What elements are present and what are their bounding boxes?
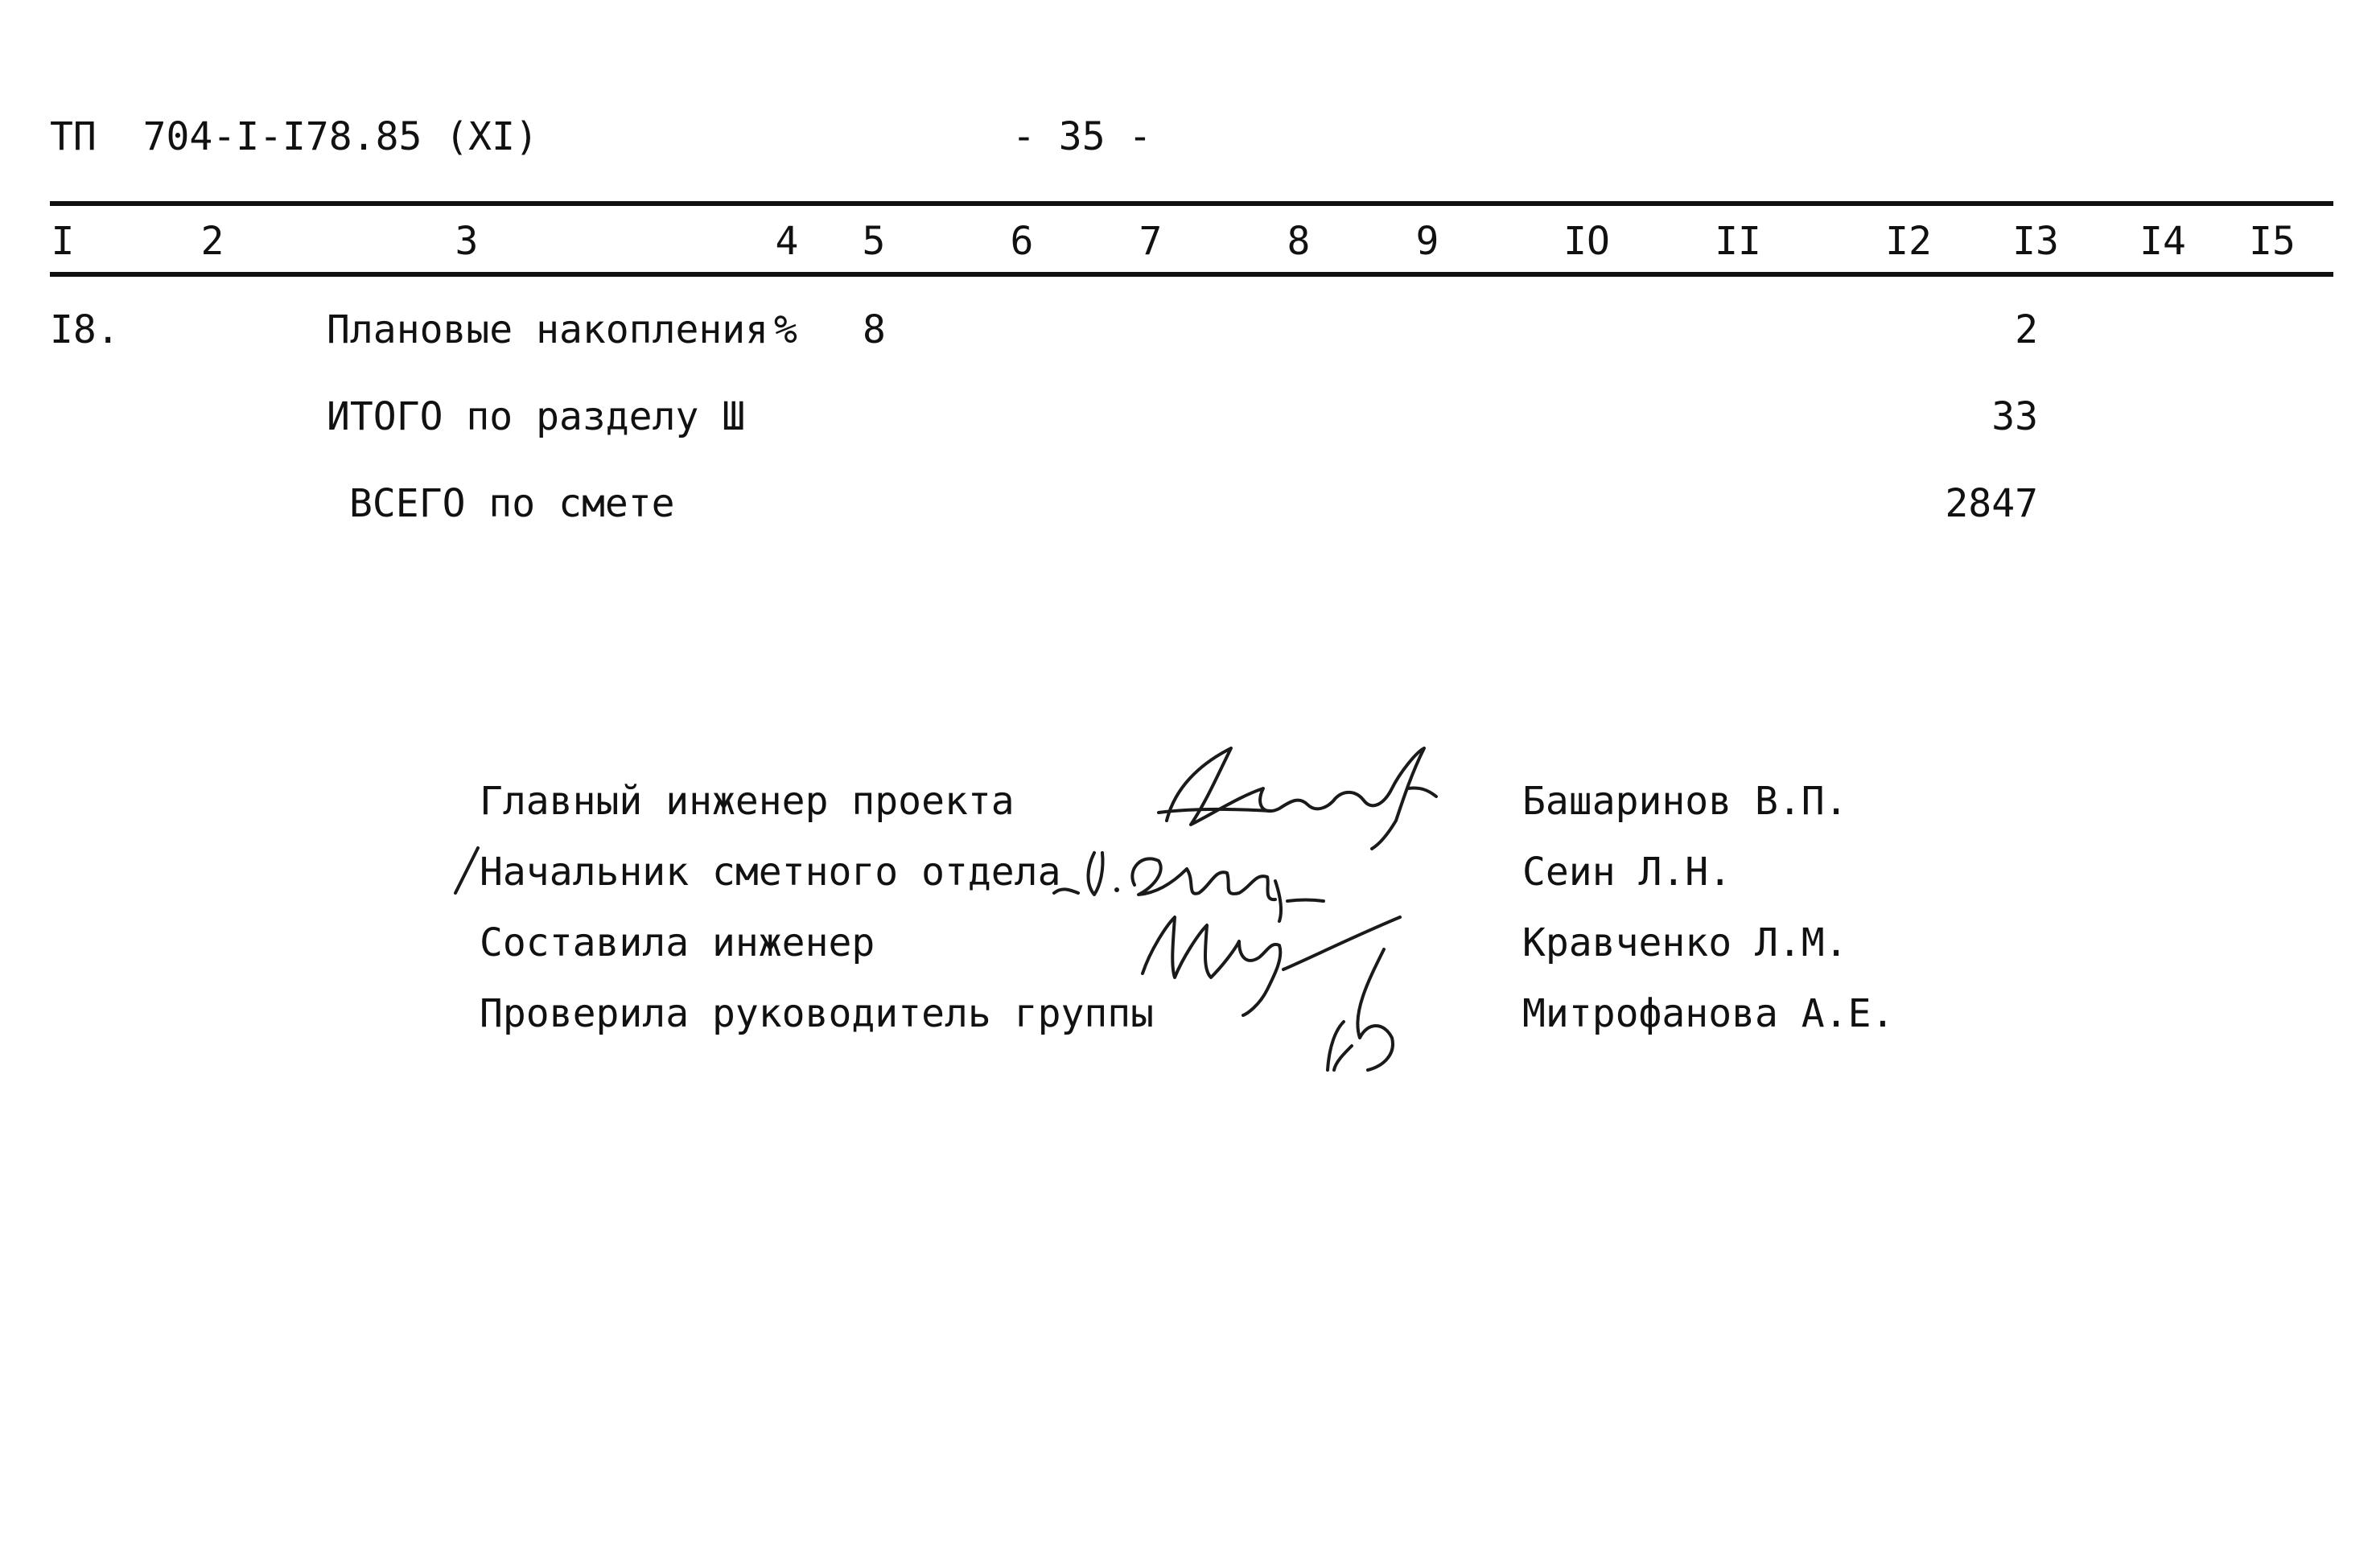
column-number: 2 — [200, 219, 224, 264]
row-name: Плановые накопления — [327, 307, 769, 352]
column-number: II — [1715, 219, 1761, 264]
signatory-name: Башаринов В.П. — [1522, 779, 1848, 824]
table-header-bottom-rule — [50, 272, 2333, 277]
row-unit: % — [774, 307, 797, 352]
signatory-name: Митрофанова А.Е. — [1522, 991, 1895, 1036]
page-number: - 35 - — [1012, 114, 1152, 159]
document-code: ТП 704-I-I78.85 (XI) — [50, 114, 538, 159]
column-number: I5 — [2249, 219, 2296, 264]
row-number: I8. — [50, 307, 120, 352]
column-number: 7 — [1139, 219, 1163, 264]
row-rate: 8 — [863, 307, 886, 352]
column-number: 5 — [862, 219, 886, 264]
column-number: IO — [1563, 219, 1610, 264]
grand-total-label: ВСЕГО по смете — [349, 481, 675, 526]
column-number: 3 — [455, 219, 479, 264]
signatory-name: Сеин Л.Н. — [1522, 850, 1732, 895]
table-top-rule — [50, 201, 2333, 206]
column-number: I2 — [1885, 219, 1932, 264]
hand-mark — [451, 843, 483, 899]
total-label: ИТОГО по разделу Ш — [327, 394, 746, 439]
signature-group-leader — [1312, 941, 1424, 1078]
column-number: I4 — [2139, 219, 2186, 264]
signature-chief-engineer — [1143, 740, 1448, 853]
column-number: 6 — [1010, 219, 1034, 264]
row-amount: 2 — [2015, 307, 2038, 352]
signatory-name: Кравченко Л.М. — [1522, 920, 1848, 965]
column-number: I — [51, 219, 75, 264]
total-amount: 33 — [1991, 394, 2038, 439]
column-number: 9 — [1415, 219, 1439, 264]
column-number: 4 — [775, 219, 799, 264]
signatory-role: Составила инженер — [480, 920, 875, 965]
signatory-role: Главный инженер проекта — [480, 779, 1015, 824]
signatory-role: Проверила руководитель группы — [480, 991, 1155, 1036]
grand-total-amount: 2847 — [1945, 481, 2038, 526]
signatory-role: Начальник сметного отдела — [480, 850, 1061, 895]
column-number: 8 — [1287, 219, 1311, 264]
column-number: I3 — [2012, 219, 2059, 264]
